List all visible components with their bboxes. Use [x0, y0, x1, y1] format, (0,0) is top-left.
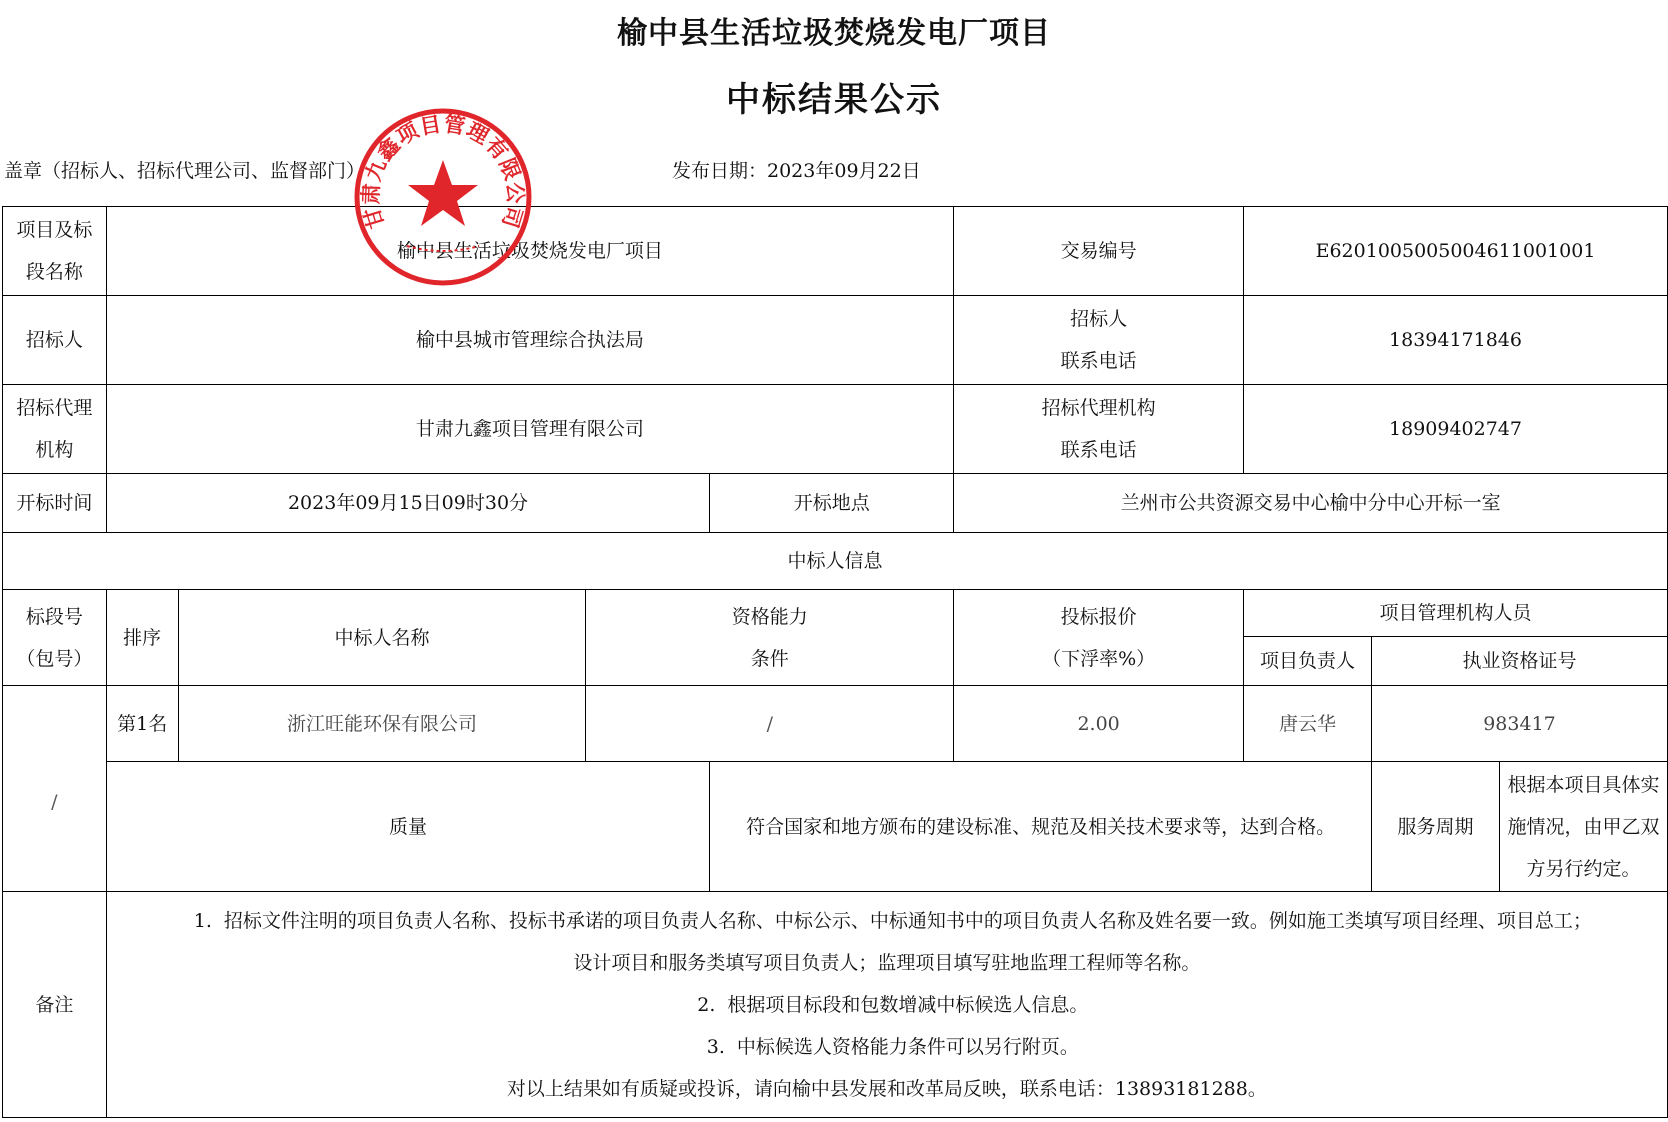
- project-value: 榆中县生活垃圾焚烧发电厂项目: [106, 207, 953, 296]
- remark-text: 中标候选人资格能力条件可以另行附页。: [736, 1035, 1079, 1058]
- header-rank: 排序: [106, 590, 178, 686]
- result-table: [2, 206, 1668, 1118]
- remarks-label: 备注: [3, 892, 107, 1118]
- row-open: [3, 474, 1668, 533]
- winner-qual: /: [586, 686, 954, 762]
- winner-price: 2.00: [954, 686, 1244, 762]
- remark-text: 设计项目和服务类填写项目负责人；监理项目填写驻地监理工程师等名称。: [573, 951, 1201, 974]
- header-manager: 项目负责人: [1244, 637, 1372, 686]
- period-value: 根据本项目具体实施情况，由甲乙双方另行约定。: [1499, 762, 1667, 892]
- remark-item: [111, 942, 1663, 984]
- open-time-value: 2023年09月15日09时30分: [106, 474, 710, 533]
- open-place-value: 兰州市公共资源交易中心榆中分中心开标一室: [954, 474, 1668, 533]
- header-name: 中标人名称: [178, 590, 586, 686]
- tenderer-phone-label: [954, 296, 1244, 385]
- winner-rank: 第1名: [106, 686, 178, 762]
- remark-num: 2.: [697, 993, 716, 1016]
- header-price-line2: （下浮率%）: [1042, 647, 1156, 670]
- seal-text: 甘肃九鑫项目管理有限公司: [357, 110, 529, 232]
- remark-num: 3.: [706, 1035, 725, 1058]
- agency-phone-label: [954, 385, 1244, 474]
- agency-phone-label-line2: 联系电话: [1060, 439, 1137, 461]
- winner-manager: 唐云华: [1244, 686, 1372, 762]
- header-section-no: 标段号（包号）: [3, 590, 107, 686]
- publish-date: 发布日期：2023年09月22日: [672, 160, 921, 182]
- winner-section-title: 中标人信息: [3, 533, 1668, 590]
- document-title: 榆中县生活垃圾焚烧发电厂项目: [617, 16, 1051, 51]
- tenderer-label: 招标人: [3, 296, 107, 385]
- open-place-label: 开标地点: [710, 474, 954, 533]
- quality-label: 质量: [106, 762, 710, 892]
- row-winner-title: [3, 533, 1668, 590]
- remark-text: 根据项目标段和包数增减中标候选人信息。: [727, 993, 1089, 1016]
- winner-name: 浙江旺能环保有限公司: [178, 686, 586, 762]
- remark-num: 1.: [193, 909, 212, 932]
- row-project: [3, 207, 1668, 296]
- tenderer-phone-value: 18394171846: [1244, 296, 1668, 385]
- winner-section-no: /: [3, 686, 107, 892]
- quality-value: 符合国家和地方颁布的建设标准、规范及相关技术要求等，达到合格。: [710, 762, 1372, 892]
- tenderer-value: 榆中县城市管理综合执法局: [106, 296, 953, 385]
- tenderer-phone-label-line2: 联系电话: [1060, 350, 1137, 372]
- remark-item: [111, 1026, 1663, 1068]
- remark-text: 招标文件注明的项目负责人名称、投标书承诺的项目负责人名称、中标公示、中标通知书中的项目负责人名称及姓名要一致。例如施工类填写项目经理、项目总工；: [223, 909, 1592, 932]
- remark-item: [111, 984, 1663, 1026]
- open-time-label: 开标时间: [3, 474, 107, 533]
- remark-complaint: 对以上结果如有质疑或投诉，请向榆中县发展和改革局反映，联系电话：13893181288。: [506, 1077, 1267, 1100]
- header-qual-line2: 条件: [750, 647, 789, 670]
- row-winner-header-1: [3, 590, 1668, 637]
- project-label: 项目及标段名称: [3, 207, 107, 296]
- agency-value: 甘肃九鑫项目管理有限公司: [106, 385, 953, 474]
- header-price: [954, 590, 1244, 686]
- header-license: 执业资格证号: [1371, 637, 1667, 686]
- agency-label: 招标代理机构: [3, 385, 107, 474]
- agency-phone-label-line1: 招标代理机构: [1041, 397, 1156, 419]
- row-winner-1: [3, 686, 1668, 762]
- period-label: 服务周期: [1371, 762, 1499, 892]
- remark-item: [111, 900, 1663, 942]
- trade-no-value: E6201005005004611001001: [1244, 207, 1668, 296]
- header-qual-line1: 资格能力: [731, 605, 808, 628]
- tenderer-phone-label-line1: 招标人: [1070, 308, 1128, 330]
- seal-label: 盖章（招标人、招标代理公司、监督部门）: [4, 160, 366, 182]
- agency-phone-value: 18909402747: [1244, 385, 1668, 474]
- row-agency: [3, 385, 1668, 474]
- trade-no-label: 交易编号: [954, 207, 1244, 296]
- winner-license: 983417: [1371, 686, 1667, 762]
- header-staff-group: 项目管理机构人员: [1244, 590, 1668, 637]
- row-remarks: [3, 892, 1668, 1118]
- header-qual: [586, 590, 954, 686]
- row-quality: [3, 762, 1668, 892]
- row-tenderer: [3, 296, 1668, 385]
- document-subtitle: 中标结果公示: [726, 80, 942, 120]
- header-price-line1: 投标报价: [1060, 605, 1137, 628]
- remarks-content: [106, 892, 1667, 1118]
